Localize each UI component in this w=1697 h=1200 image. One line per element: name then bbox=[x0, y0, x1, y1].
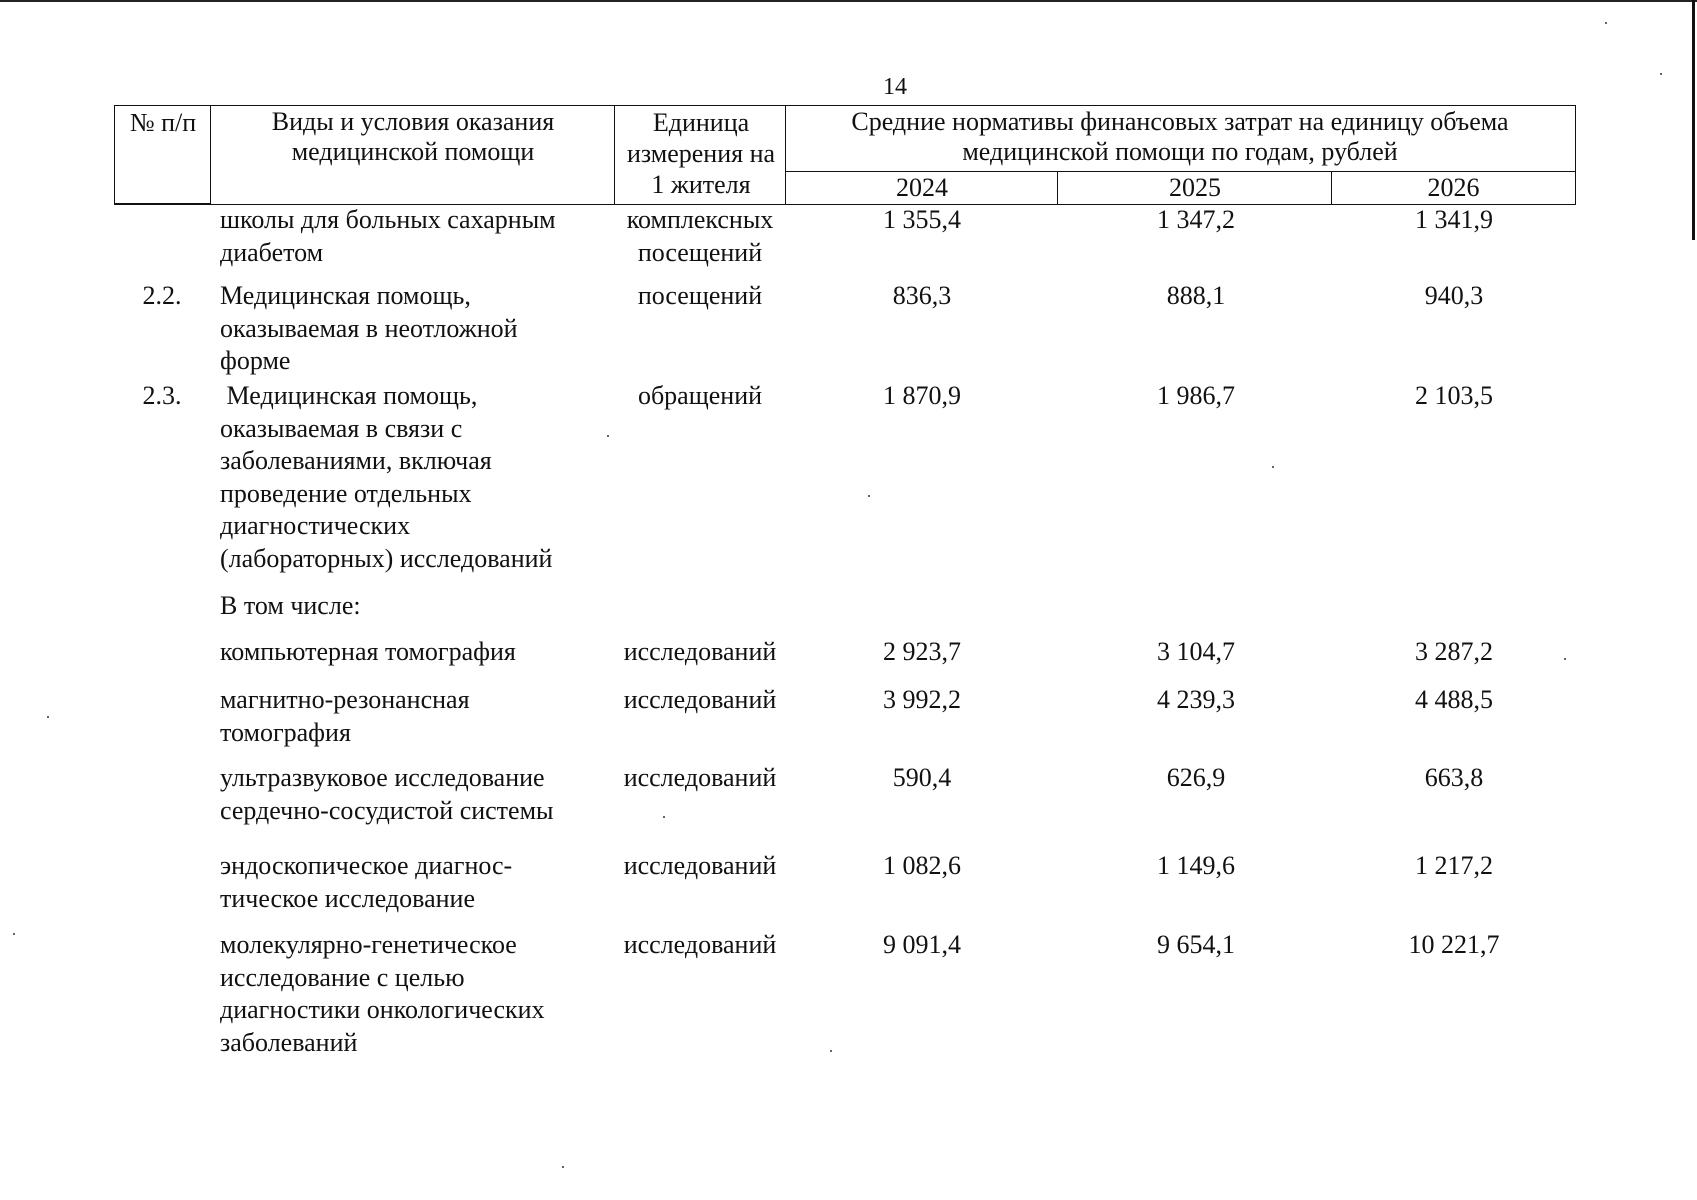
row-name-line: магнитно-резонансная bbox=[220, 685, 470, 714]
row-name bbox=[220, 850, 512, 915]
row-name bbox=[220, 380, 552, 575]
row-name bbox=[220, 590, 361, 623]
row-value-2024: 3 992,2 bbox=[883, 685, 961, 714]
scan-speck bbox=[1605, 22, 1607, 24]
row-value-2025: 1 149,6 bbox=[1157, 851, 1235, 880]
row-name-line: сердечно-сосудистой системы bbox=[220, 795, 554, 825]
row-name-line: Медицинская помощь, bbox=[220, 381, 478, 410]
row-name-line: диабетом bbox=[220, 237, 324, 267]
row-name-line: оказываемая в связи с bbox=[220, 413, 463, 443]
scan-speck bbox=[607, 435, 609, 437]
row-value-2025: 3 104,7 bbox=[1157, 637, 1235, 666]
row-value-2024: 836,3 bbox=[892, 281, 952, 310]
row-value-2024: 590,4 bbox=[892, 763, 952, 792]
row-value-2025: 9 654,1 bbox=[1157, 930, 1235, 959]
header-divider-years bbox=[785, 171, 1575, 172]
row-unit-line: посещений bbox=[637, 281, 763, 310]
scan-speck bbox=[663, 816, 665, 818]
header-year-2026: 2026 bbox=[1427, 173, 1480, 202]
scan-speck bbox=[868, 495, 870, 497]
scan-speck bbox=[1660, 73, 1662, 75]
header-col-type-line: Виды и условия оказания bbox=[271, 107, 555, 136]
header-divider-2025 bbox=[1331, 171, 1332, 204]
row-value-2024: 1 082,6 bbox=[883, 851, 961, 880]
row-value-2026: 10 221,7 bbox=[1408, 930, 1500, 959]
row-name-line: заболеваниями, включая bbox=[220, 446, 492, 475]
header-col-num: № п/п bbox=[129, 108, 197, 137]
header-year-2025: 2025 bbox=[1169, 173, 1221, 202]
row-unit bbox=[614, 636, 786, 669]
row-value-2026: 3 287,2 bbox=[1415, 637, 1493, 666]
row-unit-line: обращений bbox=[637, 381, 763, 410]
row-value-2026: 4 488,5 bbox=[1415, 685, 1493, 714]
header-col-type bbox=[212, 107, 614, 167]
header-bottom-left bbox=[114, 203, 211, 204]
row-value-2025: 1 986,7 bbox=[1157, 381, 1235, 410]
scan-speck bbox=[562, 1166, 564, 1168]
row-unit bbox=[614, 684, 786, 717]
header-col-unit-line: измерения на bbox=[626, 139, 776, 168]
row-name bbox=[220, 280, 518, 378]
row-value-2026: 1 217,2 bbox=[1415, 851, 1493, 880]
row-name bbox=[220, 684, 470, 749]
row-value-2024: 1 355,4 bbox=[883, 205, 961, 234]
row-unit bbox=[614, 204, 786, 269]
row-value-2024: 9 091,4 bbox=[883, 930, 961, 959]
row-value-2026: 2 103,5 bbox=[1415, 381, 1493, 410]
row-value-2025: 1 347,2 bbox=[1157, 205, 1235, 234]
header-col-unit-line: 1 жителя bbox=[651, 170, 751, 199]
row-name-line: школы для больных сахарным bbox=[220, 205, 556, 234]
row-unit-line: исследований bbox=[623, 851, 777, 880]
row-unit-line: исследований bbox=[623, 763, 777, 792]
row-unit-line: исследований bbox=[623, 930, 777, 959]
header-col-unit-line: Единица bbox=[652, 108, 750, 137]
header-year-2024: 2024 bbox=[896, 173, 948, 202]
scan-speck bbox=[830, 1050, 832, 1052]
header-col-unit bbox=[616, 107, 786, 200]
row-name-line: форме bbox=[220, 346, 291, 375]
row-name-line: диагностических bbox=[220, 511, 411, 540]
row-name-line: заболеваний bbox=[220, 1027, 358, 1057]
scan-speck bbox=[47, 716, 49, 718]
row-name-line: Медицинская помощь, bbox=[220, 281, 471, 310]
row-name bbox=[220, 762, 554, 827]
row-value-2024: 2 923,7 bbox=[883, 637, 961, 666]
scan-speck bbox=[13, 933, 15, 935]
row-value-2024: 1 870,9 bbox=[883, 381, 961, 410]
row-unit-line: комплексных bbox=[626, 205, 774, 234]
row-name-line: тическое исследование bbox=[220, 883, 475, 913]
row-value-2025: 888,1 bbox=[1166, 281, 1226, 310]
row-unit bbox=[614, 762, 786, 795]
row-unit bbox=[614, 929, 786, 962]
row-value-2025: 4 239,3 bbox=[1157, 685, 1235, 714]
row-name-line: диагностики онкологических bbox=[220, 995, 545, 1024]
row-name-line: исследование с целью bbox=[220, 962, 465, 992]
row-unit-line: исследований bbox=[623, 685, 777, 714]
row-value-2026: 1 341,9 bbox=[1415, 205, 1493, 234]
row-unit bbox=[614, 380, 786, 413]
row-unit bbox=[614, 280, 786, 313]
scan-top-rule bbox=[0, 0, 1697, 2]
row-name-line: компьютерная томография bbox=[220, 637, 516, 666]
row-value-2026: 940,3 bbox=[1424, 281, 1484, 310]
header-divider-num bbox=[210, 105, 211, 204]
row-name-line: томография bbox=[220, 717, 351, 747]
header-col-type-line: медицинской помощи bbox=[291, 137, 535, 166]
row-name-line: молекулярно-генетическое bbox=[220, 930, 517, 959]
row-value-2025: 626,9 bbox=[1166, 763, 1226, 792]
row-name-line: (лабораторных) исследований bbox=[220, 543, 553, 573]
row-name-line: оказываемая в неотложной bbox=[220, 313, 518, 343]
header-col-avg-line: медицинской помощи по годам, рублей bbox=[962, 137, 1398, 166]
row-number: 2.2. bbox=[142, 281, 182, 310]
header-col-avg bbox=[787, 107, 1573, 167]
row-name bbox=[220, 929, 545, 1059]
row-unit-line: посещений bbox=[637, 237, 763, 267]
row-name-line: эндоскопическое диагнос- bbox=[220, 851, 513, 880]
row-value-2026: 663,8 bbox=[1424, 763, 1484, 792]
row-name-line: проведение отдельных bbox=[220, 478, 472, 508]
row-name-line: ультразвуковое исследование bbox=[220, 763, 545, 792]
row-unit bbox=[614, 850, 786, 883]
header-divider-type bbox=[614, 105, 615, 204]
row-name bbox=[220, 204, 556, 269]
header-col-avg-line: Средние нормативы финансовых затрат на единицу объема bbox=[851, 107, 1509, 136]
row-name bbox=[220, 636, 516, 669]
row-number: 2.3. bbox=[142, 381, 182, 410]
header-divider-2024 bbox=[1057, 171, 1058, 204]
scan-speck bbox=[1564, 658, 1566, 660]
page-number: 14 bbox=[883, 74, 907, 100]
row-unit-line: исследований bbox=[623, 637, 777, 666]
scan-right-edge bbox=[1692, 0, 1695, 240]
scan-speck bbox=[1272, 466, 1274, 468]
row-name-line: В том числе: bbox=[220, 591, 361, 620]
